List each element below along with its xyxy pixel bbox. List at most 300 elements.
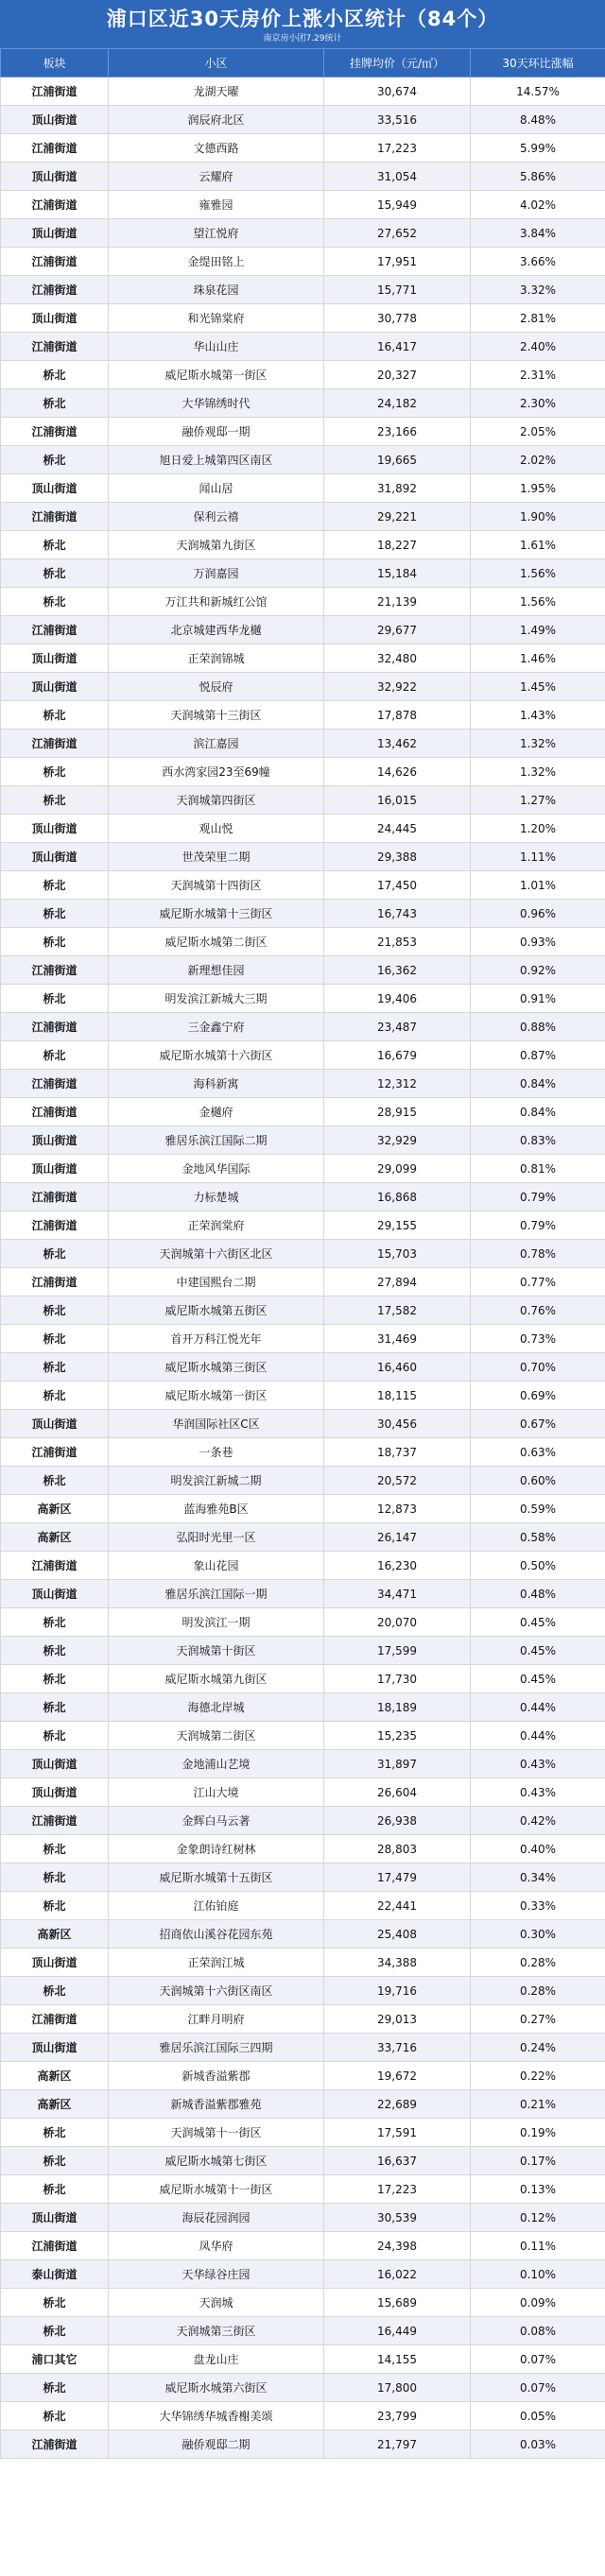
cell-community: 龙湖天曜: [109, 77, 324, 106]
table-row: [1, 389, 605, 418]
cell-community: 闻山居: [109, 474, 324, 503]
cell-area: 江浦街道: [1, 191, 109, 219]
cell-price: 22,441: [324, 1892, 471, 1920]
cell-area: 桥北: [1, 1608, 109, 1637]
cell-change: 0.67%: [471, 1410, 605, 1438]
table-row: [1, 1608, 605, 1637]
cell-price: 16,362: [324, 956, 471, 985]
table-row: [1, 219, 605, 248]
cell-price: 16,637: [324, 2147, 471, 2175]
cell-price: 15,703: [324, 1240, 471, 1268]
table-row: [1, 106, 605, 134]
cell-price: 31,892: [324, 474, 471, 503]
cell-change: 0.05%: [471, 2402, 605, 2430]
table-row: [1, 985, 605, 1013]
table-row: [1, 1013, 605, 1041]
cell-change: 2.05%: [471, 418, 605, 446]
cell-community: 威尼斯水城第二街区: [109, 928, 324, 956]
table-row: [1, 2289, 605, 2317]
cell-price: 20,572: [324, 1467, 471, 1495]
table-row: [1, 163, 605, 191]
cell-change: 0.87%: [471, 1041, 605, 1070]
cell-community: 西水湾家园23至69幢: [109, 758, 324, 786]
cell-change: 1.49%: [471, 616, 605, 644]
table-row: [1, 588, 605, 616]
cell-community: 天润城第四街区: [109, 786, 324, 815]
cell-area: 江浦街道: [1, 503, 109, 531]
cell-change: 0.03%: [471, 2430, 605, 2459]
cell-price: 28,915: [324, 1098, 471, 1126]
cell-community: 新城香溢紫郡: [109, 2062, 324, 2090]
cell-change: 0.07%: [471, 2374, 605, 2402]
table-row: [1, 1693, 605, 1722]
cell-price: 12,312: [324, 1070, 471, 1098]
cell-change: 0.88%: [471, 1013, 605, 1041]
cell-community: 威尼斯水城第七街区: [109, 2147, 324, 2175]
cell-change: 0.93%: [471, 928, 605, 956]
cell-price: 15,689: [324, 2289, 471, 2317]
cell-price: 29,013: [324, 2005, 471, 2034]
cell-area: 顶山街道: [1, 2034, 109, 2062]
cell-area: 江浦街道: [1, 276, 109, 304]
cell-area: 桥北: [1, 1693, 109, 1722]
cell-change: 3.84%: [471, 219, 605, 248]
table-header-row: [1, 49, 605, 77]
cell-community: 正荣润棠府: [109, 1211, 324, 1240]
table-row: [1, 1126, 605, 1155]
table-row: [1, 1580, 605, 1608]
cell-price: 16,417: [324, 333, 471, 361]
cell-price: 16,449: [324, 2317, 471, 2345]
cell-change: 1.45%: [471, 673, 605, 701]
table-row: [1, 1523, 605, 1552]
cell-community: 珠泉花园: [109, 276, 324, 304]
table-row: [1, 1325, 605, 1353]
cell-community: 威尼斯水城第九街区: [109, 1665, 324, 1693]
cell-area: 桥北: [1, 1382, 109, 1410]
cell-community: 天润城第十六街区北区: [109, 1240, 324, 1268]
cell-change: 1.46%: [471, 644, 605, 673]
cell-price: 33,516: [324, 106, 471, 134]
cell-price: 17,878: [324, 701, 471, 730]
cell-area: 江浦街道: [1, 1070, 109, 1098]
price-table: [0, 48, 605, 2459]
cell-community: 凤华府: [109, 2232, 324, 2260]
cell-community: 威尼斯水城第一街区: [109, 361, 324, 389]
cell-area: 江浦街道: [1, 2232, 109, 2260]
cell-area: 桥北: [1, 2119, 109, 2147]
cell-price: 16,868: [324, 1183, 471, 1211]
cell-price: 19,672: [324, 2062, 471, 2090]
cell-change: 0.12%: [471, 2204, 605, 2232]
cell-area: 顶山街道: [1, 163, 109, 191]
cell-change: 1.20%: [471, 815, 605, 843]
cell-change: 0.44%: [471, 1722, 605, 1750]
table-row: [1, 1240, 605, 1268]
cell-community: 江佑铂庭: [109, 1892, 324, 1920]
cell-area: 顶山街道: [1, 219, 109, 248]
cell-change: 0.42%: [471, 1807, 605, 1835]
cell-change: 8.48%: [471, 106, 605, 134]
cell-price: 16,460: [324, 1353, 471, 1382]
cell-community: 天润城第十三街区: [109, 701, 324, 730]
table-row: [1, 1495, 605, 1523]
table-row: [1, 758, 605, 786]
table-row: [1, 1835, 605, 1863]
cell-price: 25,408: [324, 1920, 471, 1949]
cell-price: 29,221: [324, 503, 471, 531]
table-row: [1, 1268, 605, 1297]
cell-price: 27,894: [324, 1268, 471, 1297]
cell-area: 桥北: [1, 2289, 109, 2317]
cell-change: 2.31%: [471, 361, 605, 389]
cell-price: 17,223: [324, 134, 471, 163]
cell-change: 0.60%: [471, 1467, 605, 1495]
table-row: [1, 1041, 605, 1070]
cell-change: 0.17%: [471, 2147, 605, 2175]
cell-area: 江浦街道: [1, 1211, 109, 1240]
cell-community: 江山大境: [109, 1778, 324, 1807]
table-row: [1, 2260, 605, 2289]
cell-price: 17,591: [324, 2119, 471, 2147]
cell-change: 0.44%: [471, 1693, 605, 1722]
cell-price: 32,929: [324, 1126, 471, 1155]
cell-area: 桥北: [1, 1863, 109, 1892]
cell-community: 世茂荣里二期: [109, 843, 324, 871]
cell-area: 江浦街道: [1, 1438, 109, 1467]
cell-community: 大华锦绣时代: [109, 389, 324, 418]
cell-community: 雍雅园: [109, 191, 324, 219]
cell-change: 0.07%: [471, 2345, 605, 2374]
cell-change: 0.92%: [471, 956, 605, 985]
cell-change: 0.11%: [471, 2232, 605, 2260]
cell-area: 顶山街道: [1, 644, 109, 673]
cell-price: 18,227: [324, 531, 471, 559]
cell-area: 江浦街道: [1, 248, 109, 276]
cell-area: 江浦街道: [1, 956, 109, 985]
cell-price: 31,469: [324, 1325, 471, 1353]
cell-area: 江浦街道: [1, 418, 109, 446]
cell-community: 海德北岸城: [109, 1693, 324, 1722]
table-row: [1, 1552, 605, 1580]
cell-area: 顶山街道: [1, 1778, 109, 1807]
cell-change: 0.43%: [471, 1778, 605, 1807]
table-row: [1, 1382, 605, 1410]
cell-price: 30,456: [324, 1410, 471, 1438]
cell-area: 桥北: [1, 2317, 109, 2345]
cell-change: 0.45%: [471, 1637, 605, 1665]
table-row: [1, 1183, 605, 1211]
cell-price: 34,471: [324, 1580, 471, 1608]
cell-price: 17,582: [324, 1297, 471, 1325]
cell-price: 17,223: [324, 2175, 471, 2204]
cell-price: 18,737: [324, 1438, 471, 1467]
cell-change: 5.99%: [471, 134, 605, 163]
cell-price: 18,115: [324, 1382, 471, 1410]
cell-area: 桥北: [1, 871, 109, 900]
table-row: [1, 900, 605, 928]
cell-community: 文德西路: [109, 134, 324, 163]
table-row: [1, 248, 605, 276]
cell-community: 云耀府: [109, 163, 324, 191]
cell-price: 32,922: [324, 673, 471, 701]
cell-area: 桥北: [1, 758, 109, 786]
cell-area: 桥北: [1, 1722, 109, 1750]
table-row: [1, 2175, 605, 2204]
cell-price: 20,070: [324, 1608, 471, 1637]
cell-area: 顶山街道: [1, 304, 109, 333]
cell-price: 21,139: [324, 588, 471, 616]
table-row: [1, 815, 605, 843]
cell-area: 桥北: [1, 1467, 109, 1495]
table-row: [1, 2090, 605, 2119]
table-row: [1, 2119, 605, 2147]
cell-community: 保利云禧: [109, 503, 324, 531]
table-row: [1, 2147, 605, 2175]
cell-area: 江浦街道: [1, 1268, 109, 1297]
cell-price: 16,230: [324, 1552, 471, 1580]
cell-community: 弘阳时光里一区: [109, 1523, 324, 1552]
cell-change: 0.22%: [471, 2062, 605, 2090]
table-row: [1, 928, 605, 956]
cell-change: 0.96%: [471, 900, 605, 928]
cell-change: 0.45%: [471, 1608, 605, 1637]
cell-change: 2.81%: [471, 304, 605, 333]
table-row: [1, 1155, 605, 1183]
cell-price: 27,652: [324, 219, 471, 248]
cell-change: 0.28%: [471, 1977, 605, 2005]
cell-area: 顶山街道: [1, 843, 109, 871]
cell-area: 江浦街道: [1, 333, 109, 361]
cell-area: 顶山街道: [1, 1949, 109, 1977]
cell-community: 新城香溢紫郡雅苑: [109, 2090, 324, 2119]
cell-change: 0.43%: [471, 1750, 605, 1778]
table-row: [1, 2345, 605, 2374]
cell-price: 13,462: [324, 730, 471, 758]
cell-area: 桥北: [1, 1665, 109, 1693]
table-row: [1, 446, 605, 474]
cell-change: 0.73%: [471, 1325, 605, 1353]
cell-community: 天润城: [109, 2289, 324, 2317]
cell-price: 23,799: [324, 2402, 471, 2430]
cell-community: 招商依山溪谷花园东苑: [109, 1920, 324, 1949]
cell-change: 1.32%: [471, 730, 605, 758]
cell-area: 桥北: [1, 2374, 109, 2402]
cell-change: 0.09%: [471, 2289, 605, 2317]
cell-price: 18,189: [324, 1693, 471, 1722]
cell-price: 16,015: [324, 786, 471, 815]
cell-community: 雅居乐滨江国际二期: [109, 1126, 324, 1155]
cell-community: 威尼斯水城第十三街区: [109, 900, 324, 928]
cell-community: 正荣润锦城: [109, 644, 324, 673]
cell-change: 2.02%: [471, 446, 605, 474]
cell-price: 33,716: [324, 2034, 471, 2062]
table-row: [1, 361, 605, 389]
page-header: [0, 0, 605, 48]
cell-change: 0.08%: [471, 2317, 605, 2345]
page-subtitle: 南京房小团7.29统计: [263, 34, 342, 43]
cell-price: 19,665: [324, 446, 471, 474]
cell-price: 29,388: [324, 843, 471, 871]
table-row: [1, 77, 605, 106]
column-header-price: 挂牌均价（元/㎡）: [324, 49, 471, 77]
cell-area: 江浦街道: [1, 2005, 109, 2034]
cell-area: 浦口其它: [1, 2345, 109, 2374]
table-row: [1, 1297, 605, 1325]
cell-change: 0.19%: [471, 2119, 605, 2147]
cell-community: 华润国际社区C区: [109, 1410, 324, 1438]
cell-price: 17,951: [324, 248, 471, 276]
cell-area: 桥北: [1, 2175, 109, 2204]
cell-change: 0.50%: [471, 1552, 605, 1580]
cell-area: 江浦街道: [1, 1807, 109, 1835]
table-row: [1, 333, 605, 361]
cell-community: 一条巷: [109, 1438, 324, 1467]
cell-price: 29,099: [324, 1155, 471, 1183]
cell-community: 天润城第十一街区: [109, 2119, 324, 2147]
cell-price: 19,716: [324, 1977, 471, 2005]
cell-community: 雅居乐滨江国际三四期: [109, 2034, 324, 2062]
table-row: [1, 1722, 605, 1750]
cell-price: 30,674: [324, 77, 471, 106]
cell-change: 0.30%: [471, 1920, 605, 1949]
cell-area: 桥北: [1, 531, 109, 559]
cell-area: 高新区: [1, 2062, 109, 2090]
cell-change: 1.32%: [471, 758, 605, 786]
cell-community: 威尼斯水城第十一街区: [109, 2175, 324, 2204]
cell-community: 万润嘉园: [109, 559, 324, 588]
cell-price: 15,235: [324, 1722, 471, 1750]
cell-area: 桥北: [1, 1041, 109, 1070]
cell-community: 旭日爱上城第四区南区: [109, 446, 324, 474]
cell-change: 0.48%: [471, 1580, 605, 1608]
cell-change: 4.02%: [471, 191, 605, 219]
table-row: [1, 1920, 605, 1949]
table-row: [1, 956, 605, 985]
cell-change: 5.86%: [471, 163, 605, 191]
cell-community: 首开万科江悦光年: [109, 1325, 324, 1353]
cell-change: 1.56%: [471, 559, 605, 588]
cell-change: 2.30%: [471, 389, 605, 418]
table-row: [1, 474, 605, 503]
cell-area: 江浦街道: [1, 730, 109, 758]
cell-community: 北京城建西华龙樾: [109, 616, 324, 644]
cell-community: 蓝海雅苑B区: [109, 1495, 324, 1523]
cell-community: 盘龙山庄: [109, 2345, 324, 2374]
cell-community: 天润城第三街区: [109, 2317, 324, 2345]
cell-area: 桥北: [1, 1892, 109, 1920]
cell-area: 高新区: [1, 1523, 109, 1552]
cell-price: 24,182: [324, 389, 471, 418]
table-row: [1, 2402, 605, 2430]
cell-area: 高新区: [1, 1495, 109, 1523]
table-row: [1, 1863, 605, 1892]
cell-area: 江浦街道: [1, 1098, 109, 1126]
cell-community: 新理想佳园: [109, 956, 324, 985]
cell-community: 海科新寓: [109, 1070, 324, 1098]
cell-community: 正荣润江城: [109, 1949, 324, 1977]
cell-change: 0.84%: [471, 1098, 605, 1126]
cell-area: 桥北: [1, 389, 109, 418]
cell-change: 0.63%: [471, 1438, 605, 1467]
cell-price: 31,897: [324, 1750, 471, 1778]
cell-area: 高新区: [1, 2090, 109, 2119]
cell-price: 19,406: [324, 985, 471, 1013]
cell-community: 天润城第九街区: [109, 531, 324, 559]
cell-price: 17,450: [324, 871, 471, 900]
table-row: [1, 843, 605, 871]
cell-price: 22,689: [324, 2090, 471, 2119]
cell-community: 威尼斯水城第一街区: [109, 1382, 324, 1410]
cell-price: 24,445: [324, 815, 471, 843]
table-row: [1, 418, 605, 446]
page-title: 浦口区近30天房价上涨小区统计（84个）: [106, 8, 499, 30]
cell-price: 16,679: [324, 1041, 471, 1070]
table-row: [1, 2034, 605, 2062]
cell-community: 望江悦府: [109, 219, 324, 248]
cell-change: 0.21%: [471, 2090, 605, 2119]
cell-price: 23,487: [324, 1013, 471, 1041]
cell-community: 天润城第十六街区南区: [109, 1977, 324, 2005]
table-row: [1, 871, 605, 900]
cell-price: 14,626: [324, 758, 471, 786]
cell-community: 观山悦: [109, 815, 324, 843]
cell-change: 0.76%: [471, 1297, 605, 1325]
cell-community: 融侨观邸一期: [109, 418, 324, 446]
cell-community: 江畔月明府: [109, 2005, 324, 2034]
cell-price: 15,771: [324, 276, 471, 304]
cell-area: 顶山街道: [1, 1126, 109, 1155]
cell-change: 0.83%: [471, 1126, 605, 1155]
cell-price: 17,800: [324, 2374, 471, 2402]
cell-price: 23,166: [324, 418, 471, 446]
table-row: [1, 1977, 605, 2005]
cell-area: 桥北: [1, 1353, 109, 1382]
cell-change: 0.10%: [471, 2260, 605, 2289]
cell-change: 0.40%: [471, 1835, 605, 1863]
table-row: [1, 276, 605, 304]
cell-change: 0.84%: [471, 1070, 605, 1098]
cell-price: 17,479: [324, 1863, 471, 1892]
cell-area: 桥北: [1, 588, 109, 616]
cell-community: 海辰花园润园: [109, 2204, 324, 2232]
cell-community: 滨江嘉园: [109, 730, 324, 758]
table-row: [1, 559, 605, 588]
cell-community: 金缇田铭上: [109, 248, 324, 276]
cell-area: 顶山街道: [1, 106, 109, 134]
cell-community: 雅居乐滨江国际一期: [109, 1580, 324, 1608]
cell-change: 1.95%: [471, 474, 605, 503]
cell-change: 1.11%: [471, 843, 605, 871]
cell-change: 0.58%: [471, 1523, 605, 1552]
cell-area: 桥北: [1, 701, 109, 730]
column-header-community: 小区: [109, 49, 324, 77]
table-row: [1, 1750, 605, 1778]
cell-community: 明发滨江新城二期: [109, 1467, 324, 1495]
cell-change: 3.32%: [471, 276, 605, 304]
cell-area: 江浦街道: [1, 1013, 109, 1041]
table-row: [1, 1438, 605, 1467]
cell-price: 21,797: [324, 2430, 471, 2459]
cell-community: 威尼斯水城第十五街区: [109, 1863, 324, 1892]
cell-community: 金地浦山艺境: [109, 1750, 324, 1778]
cell-community: 威尼斯水城第五街区: [109, 1297, 324, 1325]
cell-area: 顶山街道: [1, 673, 109, 701]
cell-community: 中建国熙台二期: [109, 1268, 324, 1297]
table-row: [1, 1665, 605, 1693]
cell-area: 顶山街道: [1, 1410, 109, 1438]
cell-change: 0.45%: [471, 1665, 605, 1693]
